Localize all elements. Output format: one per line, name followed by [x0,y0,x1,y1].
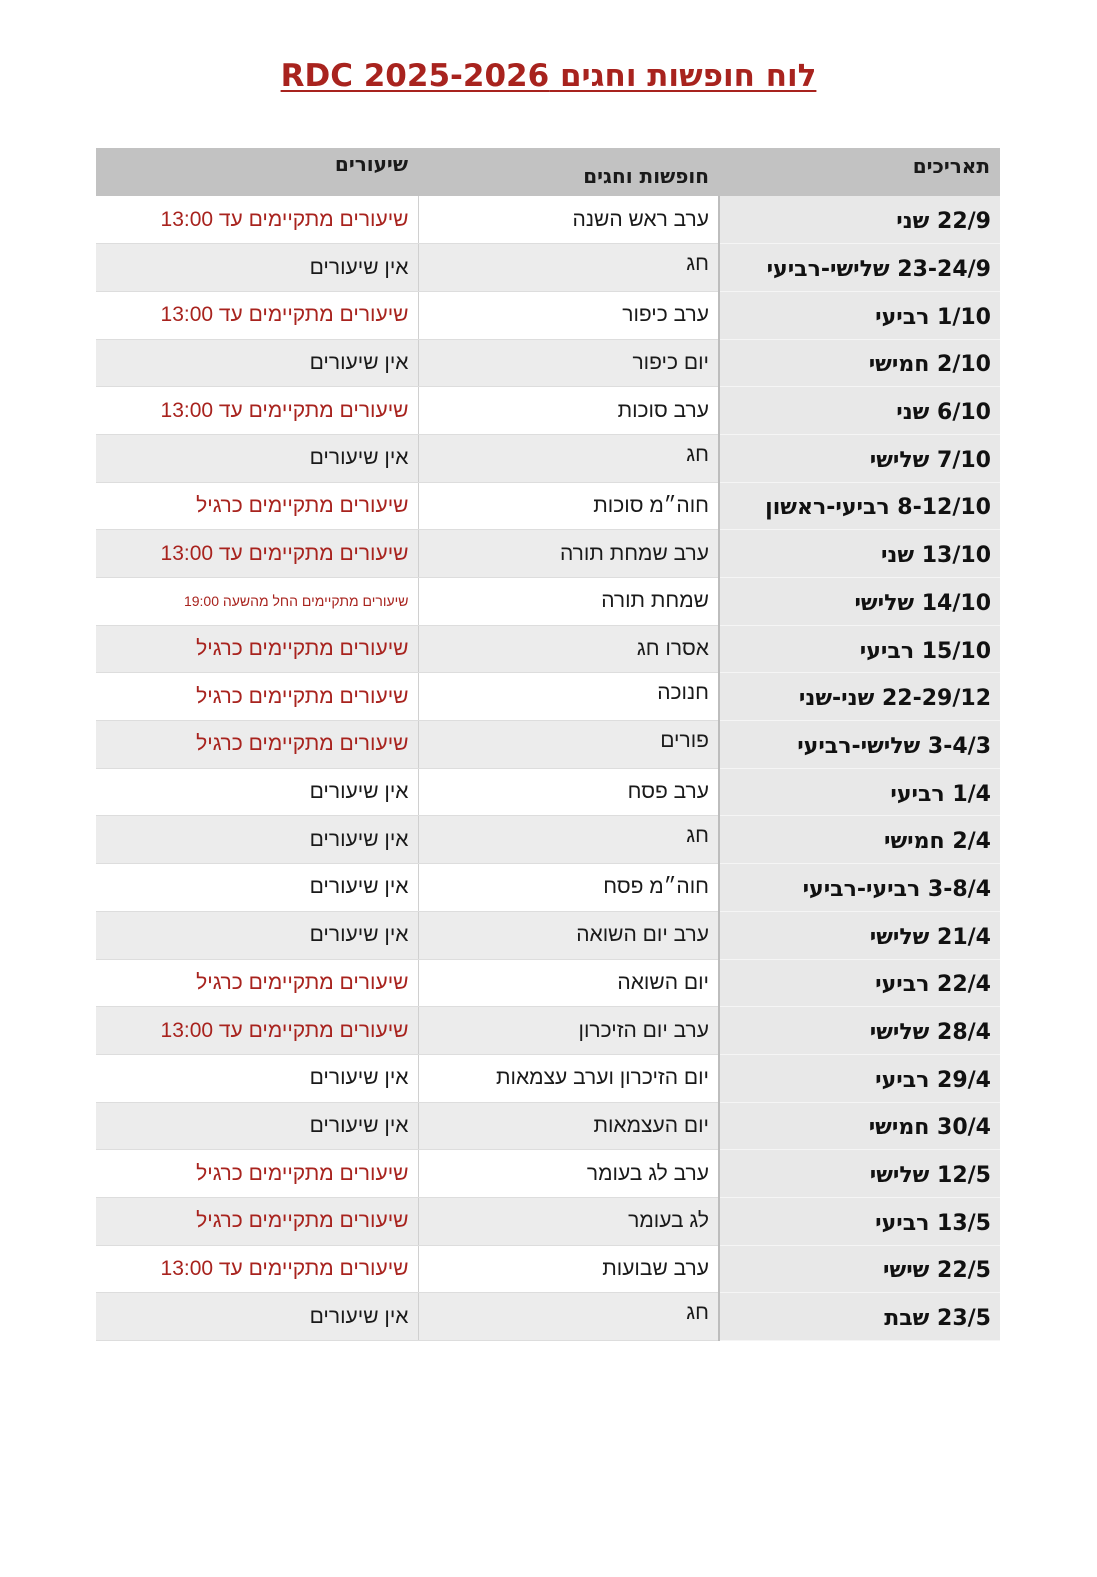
holiday-cell: ערב סוכות [418,387,719,435]
table-row [96,1102,1000,1150]
table-row [96,434,1000,482]
lessons-cell: אין שיעורים [96,1102,418,1150]
date-cell: 30/4 חמישי [719,1102,1000,1150]
table-row [96,768,1000,816]
date-cell: 13/10 שני [719,530,1000,578]
table-row [96,482,1000,530]
table-row [96,673,1000,721]
table-row [96,291,1000,339]
lessons-cell: אין שיעורים [96,1293,418,1341]
lessons-cell: אין שיעורים [96,768,418,816]
lessons-cell: שיעורים מתקיימים כרגיל [96,1150,418,1198]
table-row [96,816,1000,864]
holiday-cell: חג [418,434,719,482]
date-cell: 23/5 שבת [719,1293,1000,1341]
date-cell: 23-24/9 שלישי-רביעי [719,244,1000,292]
holiday-cell: חג [418,816,719,864]
table-header [96,148,1000,196]
header-lessons: שיעורים [334,152,408,176]
lessons-cell: שיעורים מתקיימים עד 13:00 [96,387,418,435]
table-row [96,1150,1000,1198]
date-cell: 1/10 רביעי [719,291,1000,339]
date-cell: 2/4 חמישי [719,816,1000,864]
table-row [96,339,1000,387]
lessons-cell: שיעורים מתקיימים עד 13:00 [96,1245,418,1293]
table-row [96,1245,1000,1293]
date-cell: 12/5 שלישי [719,1150,1000,1198]
date-cell: 28/4 שלישי [719,1007,1000,1055]
holiday-cell: ערב שמחת תורה [418,530,719,578]
lessons-cell: אין שיעורים [96,816,418,864]
holiday-cell: חג [418,244,719,292]
table-row [96,911,1000,959]
lessons-cell: אין שיעורים [96,244,418,292]
lessons-cell: שיעורים מתקיימים כרגיל [96,625,418,673]
lessons-cell: שיעורים מתקיימים כרגיל [96,959,418,1007]
date-cell: 8-12/10 רביעי-ראשון [719,482,1000,530]
holiday-cell: לג בעומר [418,1197,719,1245]
header-holidays: חופשות וחגים [583,164,709,188]
table-body [96,196,1000,1341]
holiday-cell: חנוכה [418,673,719,721]
lessons-cell: שיעורים מתקיימים עד 13:00 [96,530,418,578]
header-row [96,148,1000,196]
holiday-cell: חג [418,1293,719,1341]
holiday-cell: ערב כיפור [418,291,719,339]
date-cell: 29/4 רביעי [719,1054,1000,1102]
holiday-cell: ערב שבועות [418,1245,719,1293]
holiday-cell: ערב לג בעומר [418,1150,719,1198]
holiday-cell: שמחת תורה [418,578,719,626]
holiday-cell: ערב פסח [418,768,719,816]
holiday-cell: ערב יום הזיכרון [418,1007,719,1055]
lessons-cell: אין שיעורים [96,864,418,912]
page-title: לוח חופשות וחגים RDC 2025-2026 [280,58,817,94]
date-cell: 22-29/12 שני-שני [719,673,1000,721]
holiday-cell: חוה״מ פסח [418,864,719,912]
lessons-cell: אין שיעורים [96,1054,418,1102]
holiday-cell: יום כיפור [418,339,719,387]
date-cell: 22/5 שישי [719,1245,1000,1293]
holiday-cell: יום השואה [418,959,719,1007]
date-cell: 3-4/3 שלישי-רביעי [719,721,1000,769]
table-row [96,625,1000,673]
table-row [96,1293,1000,1341]
table-row [96,1197,1000,1245]
date-cell: 1/4 רביעי [719,768,1000,816]
table-row [96,244,1000,292]
table-row [96,721,1000,769]
date-cell: 22/9 שני [719,196,1000,244]
lessons-cell: אין שיעורים [96,911,418,959]
table-row [96,387,1000,435]
holiday-cell: פורים [418,721,719,769]
holiday-cell: יום הזיכרון וערב עצמאות [418,1054,719,1102]
lessons-cell: שיעורים מתקיימים כרגיל [96,482,418,530]
lessons-cell: שיעורים מתקיימים עד 13:00 [96,1007,418,1055]
date-cell: 22/4 רביעי [719,959,1000,1007]
lessons-cell: שיעורים מתקיימים עד 13:00 [96,196,418,244]
lessons-cell: שיעורים מתקיימים כרגיל [96,1197,418,1245]
holiday-cell: חוה״מ סוכות [418,482,719,530]
date-cell: 14/10 שלישי [719,578,1000,626]
lessons-cell: שיעורים מתקיימים עד 13:00 [96,291,418,339]
table-row [96,1054,1000,1102]
date-cell: 6/10 שני [719,387,1000,435]
lessons-cell: אין שיעורים [96,339,418,387]
date-cell: 2/10 חמישי [719,339,1000,387]
table-row [96,196,1000,244]
date-cell: 13/5 רביעי [719,1197,1000,1245]
holiday-cell: ערב ראש השנה [418,196,719,244]
holiday-cell: יום העצמאות [418,1102,719,1150]
date-cell: 3-8/4 רביעי-רביעי [719,864,1000,912]
table-row [96,1007,1000,1055]
lessons-cell: אין שיעורים [96,434,418,482]
date-cell: 21/4 שלישי [719,911,1000,959]
date-cell: 15/10 רביעי [719,625,1000,673]
table-row [96,864,1000,912]
table-row [96,959,1000,1007]
holiday-cell: ערב יום השואה [418,911,719,959]
lessons-cell: שיעורים מתקיימים כרגיל [96,721,418,769]
lessons-cell: שיעורים מתקיימים החל מהשעה 19:00 [96,578,418,626]
holiday-cell: אסרו חג [418,625,719,673]
date-cell: 7/10 שלישי [719,434,1000,482]
header-dates: תאריכים [912,154,990,178]
table-row [96,530,1000,578]
holiday-schedule-table [96,148,1000,1341]
lessons-cell: שיעורים מתקיימים כרגיל [96,673,418,721]
table-row [96,578,1000,626]
